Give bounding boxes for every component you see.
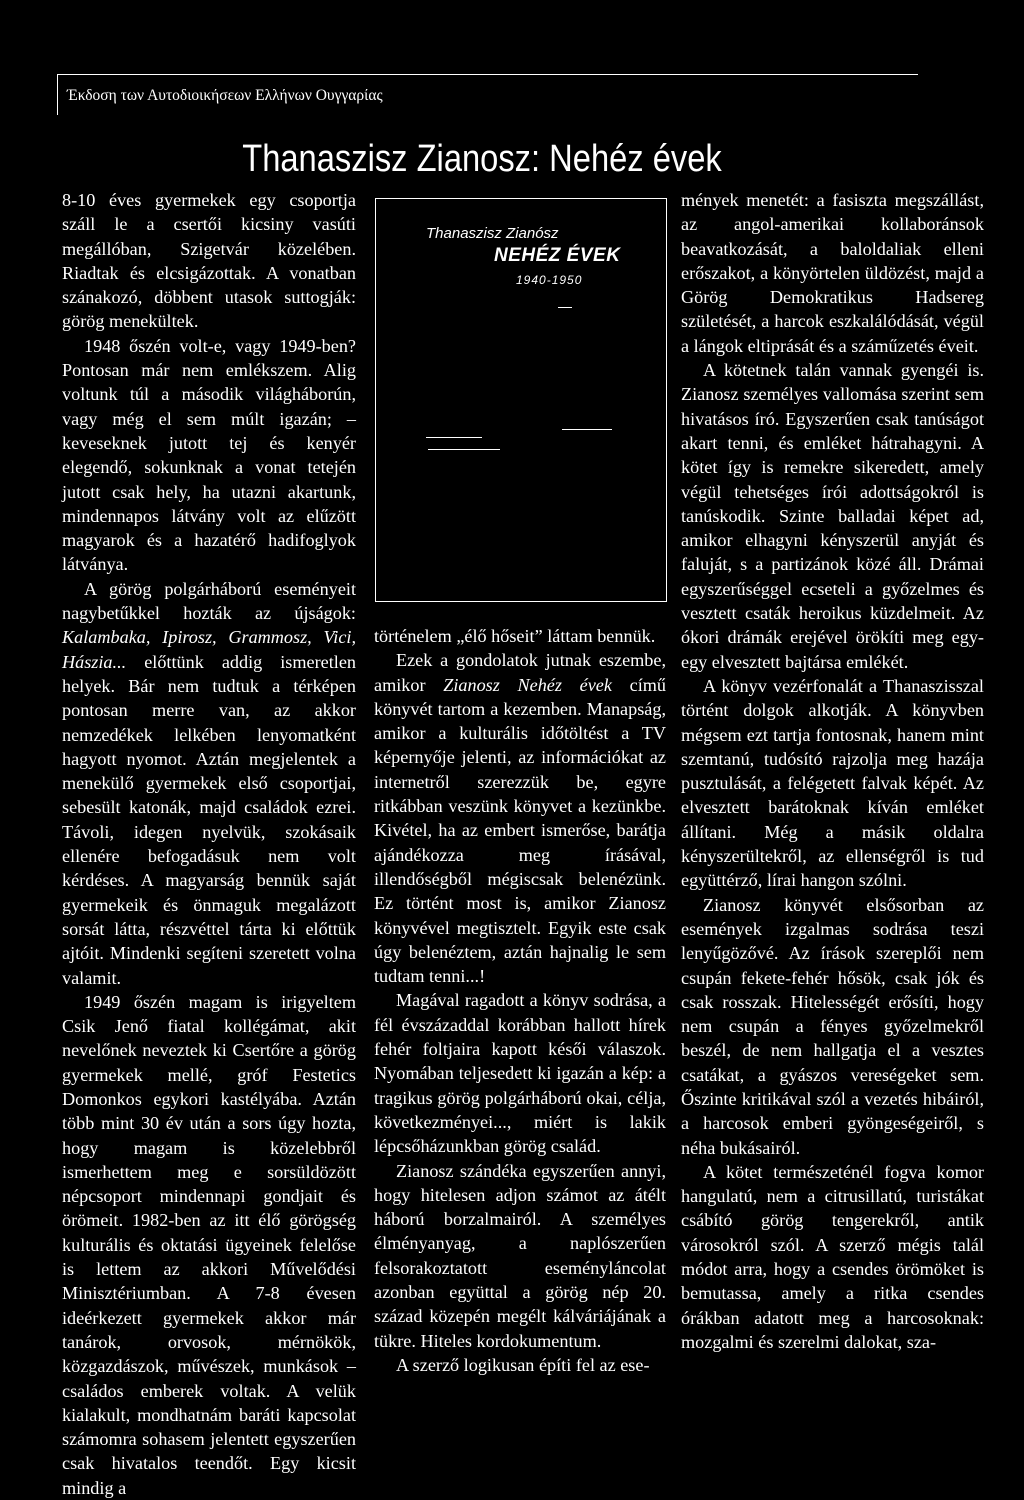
cover-decoration: [562, 429, 612, 430]
book-reference: Zianosz Nehéz évek: [443, 674, 612, 695]
paragraph: 1948 őszén volt-e, vagy 1949-ben? Pontosan már nem emlékszem. Alig voltunk túl a második világháborún, vagy még el sem múlt igazán; – keveseknek jutott tej és kenyér elegendő, sokunknak a vonat tetején jutott csak hely, ha utazni akartunk, mindennapos látvány volt az elűzött magyarok és a hazatérő hadifoglyok látványa.: [62, 335, 356, 575]
paragraph: Zianosz könyvét elsősorban az események izgalmas sodrása teszi lenyűgözővé. Az írások szereplői nem csupán fekete-fehér hősök, csak jók és csak rosszak. Hitelességét erősíti, hogy nem csupán a fényes győzelmekről beszél, de nem hallgatja el a vesztes csatákat, a gyászos vereségeket sem. Őszinte kritikával szól a vezetés hibáiról, a harcosok emberi gyöngeségeiről, s néha bukásairól.: [681, 894, 984, 1158]
paragraph: történelem „élő hőseit” láttam bennük.: [374, 626, 656, 646]
paragraph: 1949 őszén magam is irigyeltem Csik Jenő fiatal kollégámat, akit nevelőnek neveztek ki Csertőre a görög gyermekek mellé, gróf Festetics Domonkos egykori kastélyába. Aztán több mint 30 év után a sors úgy hozta, hogy magam is közelebbről ismerhettem meg e sorsüldözött népcsoport mindennapi gondjait és örömeit. 1982-ben az itt élő görögség kulturális és oktatási ügyeinek felelőse is lettem az akkori Művelődési Minisztériumban. A 7-8 évesen ideérkezett gyermekek akkor már tanárok, orvosok, mérnökök, közgazdászok, művészek, munkások – családos emberek voltak. A velük kialakult, mondhatnám baráti kapcsolat számomra sohasem jelentett egyszerűen csak hivatalos teendőt. Egy kicsit mindig a: [62, 991, 356, 1498]
column-left: [62, 188, 356, 1500]
paragraph: A könyv vezérfonalát a Thanaszisszal történt dolgok alkotják. A könyvben mégsem ezt tartja fontosnak, hanem mint szemtanú, tudósító rajzolja meg hazája pusztulását, a felégetett falvak képét. Az elvesztett barátoknak kíván emléket állítani. Még a másik oldalra kényszerültekről, az ellenségről is tud együttérző, lírai hangon szólni.: [681, 675, 984, 891]
paragraph: A kötet természeténél fogva komor hangulatú, nem a citrusillatú, turistákat csábító görög tengerekről, antik városokról szól. A szerző mégis talál módot arra, hogy a csendes örömöket is bemutassa, amely a ritka csendes órákban adatott meg a harcosoknak: mozgalmi és szerelmi dalokat, sza-: [681, 1161, 984, 1352]
book-cover-image: [375, 198, 667, 602]
paragraph: mények menetét: a fasiszta megszállást, az angol-amerikai kollaboránsok beavatkozását, a baloldaliak elleni erőszakot, a könyörtelen üldözést, majd a Görög Demokratikus Hadsereg születését, a harcok eszkalálódását, végül a lángok eltiprását és a száműzetés éveit.: [681, 190, 984, 356]
column-right: [681, 188, 984, 1354]
cover-years: 1940-1950: [516, 273, 583, 287]
paragraph: A szerző logikusan építi fel az ese-: [396, 1354, 650, 1375]
paragraph: Zianosz szándéka egyszerűen annyi, hogy hitelesen adjon számot az átélt háború borzalmairól. A személyes élményanyag, a naplószerűen felsorakoztatott eseményláncolat azonban együttal a görög nép 20. század közepén megélt kálváriájának a tükre. Hiteles kordokumentum.: [374, 1160, 666, 1351]
cover-title: NEHÉZ ÉVEK: [494, 245, 621, 266]
paragraph: Magával ragadott a könyv sodrása, a fél évszázaddal korábban hallott hírek fehér foltjaira kapott késői válaszok. Nyomában teljesedett ki igazán a kép: a tragikus görög polgárháború okai, célja, következményei..., miért is lakik lépcsőházunkban görög család.: [374, 990, 666, 1157]
paragraph: 8-10 éves gyermekek egy csoportja száll le a csertői kicsiny vasúti megállóban, Szigetvár közelében. Riadtak és elcsigázottak. A vonatban szánakozó, döbbent utasok suttogják: görög menekültek.: [62, 190, 356, 332]
paragraph: A kötetnek talán vannak gyengéi is. Zianosz személyes vallomása szerint sem hivatásos író. Egyszerűen csak tanúságot akart tenni, és emléket hátrahagyni. A kötet így is remekre sikeredett, amely végül tehetséges írói adottságokról is tanúskodik. Szinte balladai képet ad, amikor elhagyni kényszerül anyját és faluját, s a partizánok közé áll. Drámai egyszerűséggel ecseteli a győzelmes és vesztett csaták heroikus küzdelmeit. Az ókori drámák erejével örökíti meg egy-egy elvesztett bajtársa emlékét.: [681, 360, 984, 672]
paragraph: A görög polgárháború eseményeit nagybetűkkel hozták az újságok: Kalambaka, Ipirosz, Grammosz, Vici, Hászia... előttünk addig ismeretlen helyek. Bár nem tudtuk a térképen pontosan merre van, az akkor nemzedékek lelkében lenyomatként hagyott nyomot. Aztán megjelentek a menekülő gyermekek első csoportjai, sebesült katonák, majd családok ezrei. Távoli, idegen nyelvük, szokásaik ellenére befogadásuk nem volt kérdéses. A magyarság bennük saját gyermekeik és önmaguk megalázott sorsát látta, részvéttel tárta ki előttük ajtóit. Mindenki segíteni szeretett volna valamit.: [62, 578, 356, 988]
cover-decoration: [426, 437, 482, 438]
cover-decoration: [558, 307, 572, 308]
header-frame: [57, 74, 918, 115]
place-names: Kalambaka, Ipirosz, Grammosz, Vici, Hászia...: [62, 627, 356, 672]
column-middle: [374, 624, 666, 1377]
cover-decoration: [428, 449, 500, 450]
cover-author: Thanaszisz Zianósz: [426, 225, 559, 242]
publisher-line: Έκδοση των Αυτοδιοικήσεων Ελλήνων Ουγγαρίας: [67, 87, 383, 104]
paragraph: Ezek a gondolatok jutnak eszembe, amikor Zianosz Nehéz évek című könyvét tartom a kezemben. Manapság, amikor a kulturális időtöltést a TV képernyője jelenti, az információkat az internetről szerezzük be, egyre ritkábban veszünk könyvet a kezünkbe. Kivétel, ha az embert ismerőse, barátja ajándékozza meg írásával, illendőségből mégiscsak belenézünk. Ez történt most is, amikor Zianosz könyvével megtisztelt. Egyik este csak úgy belenéztem, aztán hajnalig le sem tudtam tenni...!: [374, 650, 666, 987]
page-title: Thanaszisz Zianosz: Nehéz évek: [242, 138, 722, 180]
